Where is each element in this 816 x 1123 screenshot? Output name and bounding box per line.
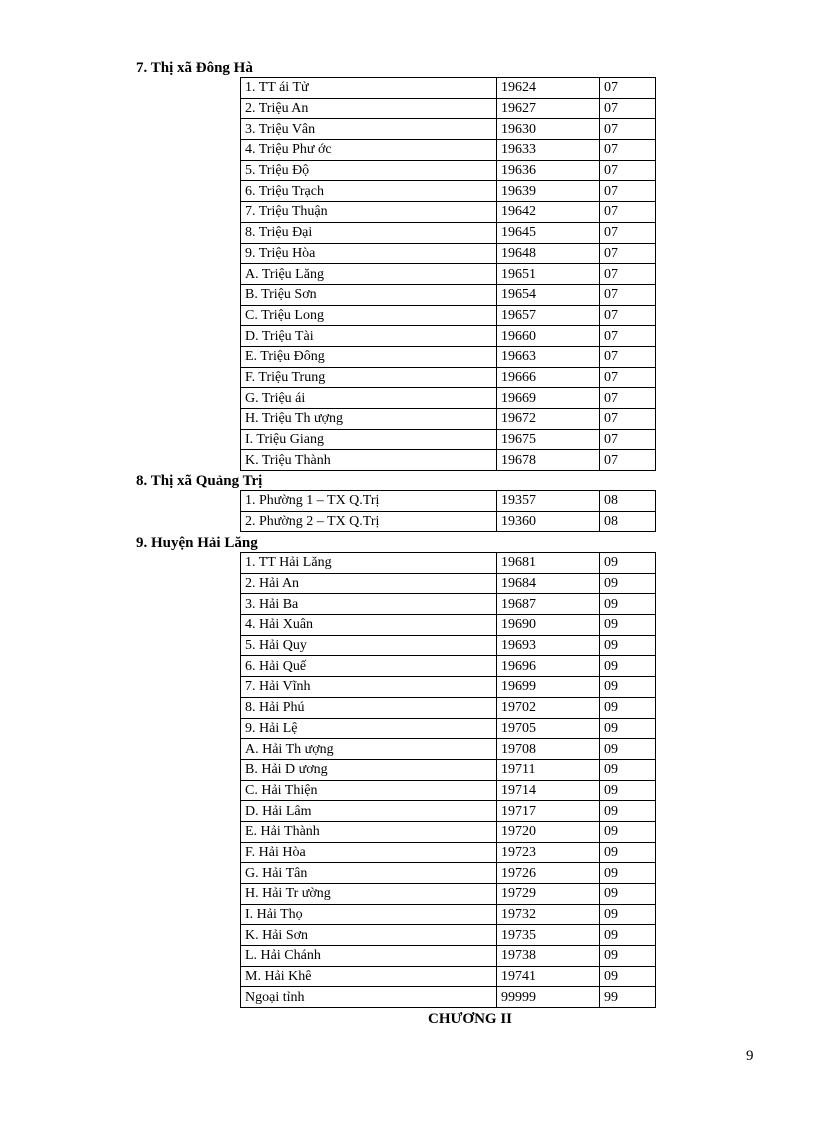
district-code-cell: 07	[600, 264, 656, 285]
commune-name-cell: Ngoại tỉnh	[241, 987, 497, 1008]
commune-code-cell: 19696	[497, 656, 600, 677]
commune-code-cell: 19669	[497, 388, 600, 409]
district-code-cell: 07	[600, 450, 656, 471]
table-row	[241, 388, 656, 409]
table-row	[241, 863, 656, 884]
commune-name-cell: I. Hải Thọ	[241, 904, 497, 925]
commune-name-cell: 1. Phường 1 – TX Q.Trị	[241, 491, 497, 512]
commune-code-cell: 19726	[497, 863, 600, 884]
commune-name-cell: 1. TT Hải Lăng	[241, 553, 497, 574]
commune-code-cell: 19741	[497, 966, 600, 987]
commune-name-cell: 2. Phường 2 – TX Q.Trị	[241, 511, 497, 532]
table-row	[241, 284, 656, 305]
commune-name-cell: L. Hải Chánh	[241, 946, 497, 967]
commune-code-cell: 19627	[497, 98, 600, 119]
commune-code-cell: 19714	[497, 780, 600, 801]
commune-name-cell: B. Hải D ương	[241, 759, 497, 780]
table-row	[241, 202, 656, 223]
district-code-cell: 09	[600, 821, 656, 842]
table-row	[241, 367, 656, 388]
commune-name-cell: H. Triệu Th ượng	[241, 409, 497, 430]
table-row	[241, 98, 656, 119]
commune-name-cell: 8. Triệu Đại	[241, 222, 497, 243]
commune-name-cell: D. Triệu Tài	[241, 326, 497, 347]
table-row	[241, 119, 656, 140]
chapter-title: CHƯƠNG II	[427, 1011, 513, 1027]
table-row	[241, 160, 656, 181]
commune-name-cell: 4. Hải Xuân	[241, 615, 497, 636]
commune-code-cell: 19666	[497, 367, 600, 388]
commune-table-dong-ha	[240, 77, 656, 471]
commune-code-cell: 19672	[497, 409, 600, 430]
district-code-cell: 09	[600, 925, 656, 946]
commune-name-cell: 5. Hải Quy	[241, 635, 497, 656]
district-code-cell: 07	[600, 429, 656, 450]
district-code-cell: 07	[600, 346, 656, 367]
commune-name-cell: H. Hải Tr ường	[241, 884, 497, 905]
district-code-cell: 07	[600, 409, 656, 430]
district-code-cell: 07	[600, 78, 656, 99]
district-code-cell: 09	[600, 739, 656, 760]
district-code-cell: 09	[600, 615, 656, 636]
table-row	[241, 656, 656, 677]
district-code-cell: 07	[600, 284, 656, 305]
table-row	[241, 904, 656, 925]
commune-code-cell: 19639	[497, 181, 600, 202]
commune-code-cell: 19693	[497, 635, 600, 656]
district-code-cell: 09	[600, 759, 656, 780]
table-row	[241, 222, 656, 243]
commune-name-cell: G. Triệu ái	[241, 388, 497, 409]
district-code-cell: 09	[600, 884, 656, 905]
district-code-cell: 07	[600, 119, 656, 140]
commune-code-cell: 19702	[497, 697, 600, 718]
commune-name-cell: D. Hải Lâm	[241, 801, 497, 822]
table-row	[241, 780, 656, 801]
commune-code-cell: 19681	[497, 553, 600, 574]
commune-code-cell: 19699	[497, 677, 600, 698]
district-code-cell: 07	[600, 388, 656, 409]
commune-name-cell: 1. TT ái Tử	[241, 78, 497, 99]
commune-code-cell: 19720	[497, 821, 600, 842]
commune-code-cell: 19738	[497, 946, 600, 967]
commune-code-cell: 19684	[497, 573, 600, 594]
commune-code-cell: 19357	[497, 491, 600, 512]
section-heading-dong-ha: 7. Thị xã Đông Hà	[136, 60, 253, 76]
commune-code-cell: 19705	[497, 718, 600, 739]
table-row	[241, 759, 656, 780]
district-code-cell: 07	[600, 98, 656, 119]
commune-code-cell: 19663	[497, 346, 600, 367]
district-code-cell: 09	[600, 718, 656, 739]
commune-code-cell: 19687	[497, 594, 600, 615]
commune-name-cell: I. Triệu Giang	[241, 429, 497, 450]
table-row	[241, 615, 656, 636]
commune-code-cell: 19723	[497, 842, 600, 863]
table-row	[241, 326, 656, 347]
table-row	[241, 409, 656, 430]
commune-name-cell: G. Hải Tân	[241, 863, 497, 884]
commune-code-cell: 19624	[497, 78, 600, 99]
table-row	[241, 594, 656, 615]
commune-code-cell: 19675	[497, 429, 600, 450]
commune-code-cell: 19708	[497, 739, 600, 760]
district-code-cell: 09	[600, 842, 656, 863]
district-code-cell: 09	[600, 697, 656, 718]
commune-name-cell: F. Triệu Trung	[241, 367, 497, 388]
commune-name-cell: 4. Triệu Phư ớc	[241, 140, 497, 161]
commune-code-cell: 19711	[497, 759, 600, 780]
commune-table-quang-tri	[240, 490, 656, 532]
district-code-cell: 09	[600, 677, 656, 698]
district-code-cell: 09	[600, 635, 656, 656]
table-row	[241, 966, 656, 987]
table-row	[241, 305, 656, 326]
commune-name-cell: B. Triệu Sơn	[241, 284, 497, 305]
district-code-cell: 07	[600, 367, 656, 388]
commune-name-cell: 7. Triệu Thuận	[241, 202, 497, 223]
district-code-cell: 07	[600, 202, 656, 223]
district-code-cell: 09	[600, 863, 656, 884]
table-row	[241, 181, 656, 202]
district-code-cell: 07	[600, 222, 656, 243]
commune-code-cell: 19645	[497, 222, 600, 243]
commune-name-cell: E. Triệu Đông	[241, 346, 497, 367]
district-code-cell: 07	[600, 140, 656, 161]
district-code-cell: 08	[600, 491, 656, 512]
district-code-cell: 09	[600, 594, 656, 615]
commune-code-cell: 99999	[497, 987, 600, 1008]
commune-code-cell: 19648	[497, 243, 600, 264]
commune-name-cell: C. Hải Thiện	[241, 780, 497, 801]
commune-code-cell: 19735	[497, 925, 600, 946]
commune-name-cell: A. Triệu Lăng	[241, 264, 497, 285]
table-row	[241, 987, 656, 1008]
commune-name-cell: 3. Hải Ba	[241, 594, 497, 615]
section-heading-quang-tri: 8. Thị xã Quảng Trị	[136, 473, 263, 489]
district-code-cell: 09	[600, 553, 656, 574]
table-row	[241, 739, 656, 760]
page-number: 9	[746, 1048, 754, 1064]
commune-code-cell: 19360	[497, 511, 600, 532]
district-code-cell: 07	[600, 326, 656, 347]
commune-code-cell: 19657	[497, 305, 600, 326]
district-code-cell: 09	[600, 904, 656, 925]
section-heading-hai-lang: 9. Huyện Hải Lăng	[136, 535, 258, 551]
commune-code-cell: 19642	[497, 202, 600, 223]
commune-code-cell: 19729	[497, 884, 600, 905]
table-row	[241, 491, 656, 512]
table-row	[241, 264, 656, 285]
commune-code-cell: 19732	[497, 904, 600, 925]
district-code-cell: 09	[600, 946, 656, 967]
commune-code-cell: 19630	[497, 119, 600, 140]
commune-name-cell: 9. Hải Lệ	[241, 718, 497, 739]
table-row	[241, 78, 656, 99]
commune-name-cell: 2. Triệu An	[241, 98, 497, 119]
table-row	[241, 677, 656, 698]
commune-name-cell: 8. Hải Phú	[241, 697, 497, 718]
table-row	[241, 511, 656, 532]
district-code-cell: 07	[600, 181, 656, 202]
district-code-cell: 99	[600, 987, 656, 1008]
commune-name-cell: M. Hải Khê	[241, 966, 497, 987]
commune-name-cell: 6. Triệu Trạch	[241, 181, 497, 202]
commune-code-cell: 19651	[497, 264, 600, 285]
table-row	[241, 573, 656, 594]
table-row	[241, 946, 656, 967]
commune-name-cell: 5. Triệu Độ	[241, 160, 497, 181]
table-row	[241, 718, 656, 739]
district-code-cell: 07	[600, 243, 656, 264]
table-row	[241, 346, 656, 367]
commune-code-cell: 19690	[497, 615, 600, 636]
table-row	[241, 801, 656, 822]
district-code-cell: 09	[600, 656, 656, 677]
district-code-cell: 09	[600, 780, 656, 801]
commune-name-cell: C. Triệu Long	[241, 305, 497, 326]
commune-name-cell: A. Hải Th ượng	[241, 739, 497, 760]
table-row	[241, 697, 656, 718]
district-code-cell: 09	[600, 966, 656, 987]
table-row	[241, 635, 656, 656]
table-row	[241, 140, 656, 161]
commune-code-cell: 19654	[497, 284, 600, 305]
district-code-cell: 09	[600, 573, 656, 594]
table-row	[241, 884, 656, 905]
commune-code-cell: 19636	[497, 160, 600, 181]
commune-name-cell: K. Triệu Thành	[241, 450, 497, 471]
table-row	[241, 821, 656, 842]
commune-name-cell: E. Hải Thành	[241, 821, 497, 842]
commune-code-cell: 19678	[497, 450, 600, 471]
table-row	[241, 842, 656, 863]
table-row	[241, 925, 656, 946]
district-code-cell: 09	[600, 801, 656, 822]
district-code-cell: 08	[600, 511, 656, 532]
commune-code-cell: 19660	[497, 326, 600, 347]
commune-name-cell: 7. Hải Vĩnh	[241, 677, 497, 698]
commune-name-cell: 6. Hải Quế	[241, 656, 497, 677]
commune-name-cell: F. Hải Hòa	[241, 842, 497, 863]
commune-name-cell: 3. Triệu Vân	[241, 119, 497, 140]
commune-name-cell: 2. Hải An	[241, 573, 497, 594]
district-code-cell: 07	[600, 305, 656, 326]
table-row	[241, 553, 656, 574]
table-row	[241, 429, 656, 450]
commune-table-hai-lang	[240, 552, 656, 1008]
commune-code-cell: 19633	[497, 140, 600, 161]
table-row	[241, 243, 656, 264]
commune-name-cell: K. Hải Sơn	[241, 925, 497, 946]
commune-name-cell: 9. Triệu Hòa	[241, 243, 497, 264]
table-row	[241, 450, 656, 471]
district-code-cell: 07	[600, 160, 656, 181]
commune-code-cell: 19717	[497, 801, 600, 822]
